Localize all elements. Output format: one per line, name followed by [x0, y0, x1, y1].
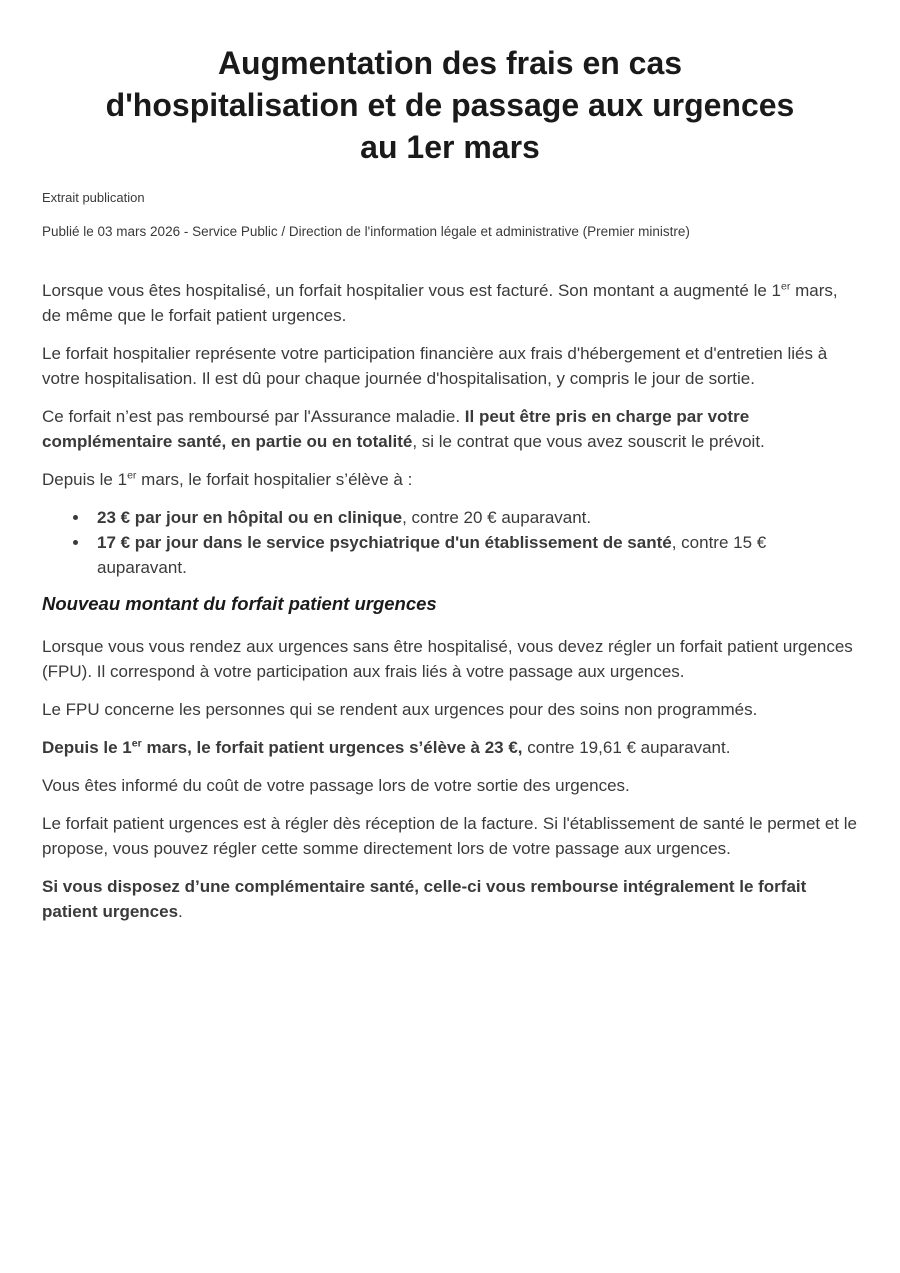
paragraph: Lorsque vous vous rendez aux urgences sans être hospitalisé, vous devez régler un forfait patient urgences (FPU). Il correspond à votre participation aux frais liés à votre passage aux urgences. — [42, 637, 853, 681]
paragraph: Le forfait patient urgences est à régler dès réception de la facture. Si l'établissement de santé le permet et le propose, vous pouvez régler cette somme directement lors de votre passage aux urgences. — [42, 814, 857, 858]
article-body — [42, 278, 858, 924]
fee-list-item: 17 € par jour dans le service psychiatrique d'un établissement de santé, contre 15 € auparavant. — [71, 530, 858, 580]
paragraph: Si vous disposez d’une complémentaire santé, celle-ci vous rembourse intégralement le forfait patient urgences. — [42, 877, 807, 921]
paragraph: Lorsque vous êtes hospitalisé, un forfait hospitalier vous est facturé. Son montant a augmenté le 1er mars, de même que le forfait patient urgences. — [42, 280, 838, 325]
page-title-line: Augmentation des frais en cas — [217, 45, 683, 81]
page-title-line: d'hospitalisation et de passage aux urgences — [105, 87, 795, 123]
publication-kicker: Extrait publication — [42, 190, 145, 205]
paragraph: Le forfait hospitalier représente votre participation financière aux frais d'hébergement et d'entretien liés à votre hospitalisation. Il est dû pour chaque journée d'hospitalisation, y compris le jour de sortie. — [42, 344, 828, 388]
paragraph: Depuis le 1er mars, le forfait patient urgences s’élève à 23 €, contre 19,61 € auparavant. — [42, 737, 731, 757]
paragraph: Le FPU concerne les personnes qui se rendent aux urgences pour des soins non programmés. — [42, 700, 758, 719]
publication-meta: Publié le 03 mars 2026 - Service Public / Direction de l'information légale et administrative (Premier ministre) — [42, 224, 690, 239]
paragraph: Ce forfait n’est pas remboursé par l'Assurance maladie. Il peut être pris en charge par votre complémentaire santé, en partie ou en totalité, si le contrat que vous avez souscrit le prévoit. — [42, 407, 765, 451]
paragraph: Vous êtes informé du coût de votre passage lors de votre sortie des urgences. — [42, 776, 630, 795]
fee-list-item: 23 € par jour en hôpital ou en clinique, contre 20 € auparavant. — [71, 505, 858, 530]
page-title — [42, 42, 858, 168]
section-heading: Nouveau montant du forfait patient urgences — [42, 593, 437, 614]
page-title-line: au 1er mars — [360, 129, 540, 165]
fee-list — [42, 505, 858, 580]
paragraph: Depuis le 1er mars, le forfait hospitalier s’élève à : — [42, 469, 413, 489]
